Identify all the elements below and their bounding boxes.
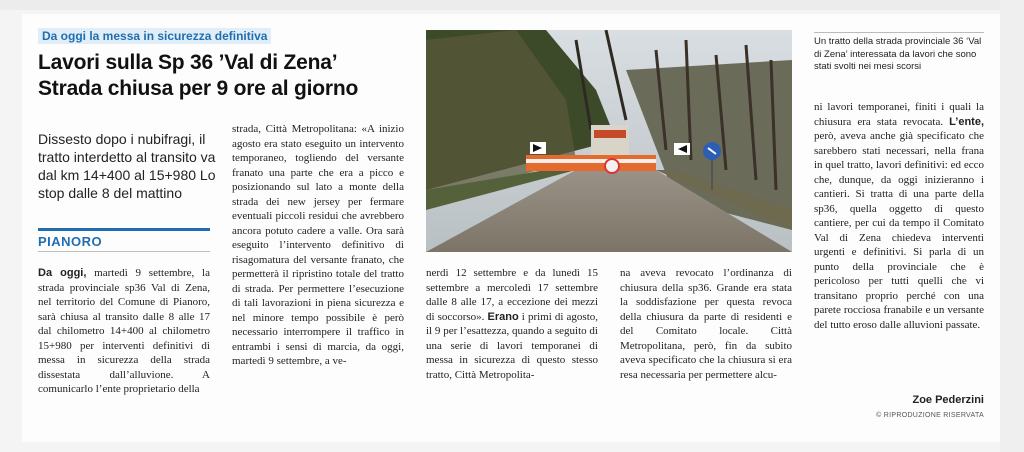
headline-line-1: Lavori sulla Sp 36 ’Val di Zena’ bbox=[38, 51, 338, 74]
headline bbox=[38, 50, 418, 102]
body-text: i primi di agosto, il 9 per l’esattezza, quando a seguito di una serie di lavori temporanei di messa in sicurezza di questo stesso tratto, Città Metropolita- bbox=[426, 310, 599, 381]
article-column-4 bbox=[620, 266, 792, 382]
road-photo bbox=[426, 30, 792, 252]
section-label: PIANORO bbox=[38, 228, 210, 249]
kicker: Da oggi la messa in sicurezza definitiva bbox=[38, 28, 271, 44]
body-text: ni lavori temporanei, finiti i quali la chiusura era stata revocata. bbox=[814, 101, 984, 128]
caption-divider bbox=[814, 32, 984, 33]
subheadline: Dissesto dopo i nubifragi, il tratto interdetto al transito va dal km 14+400 al 15+980 Lo stop dalle 8 del mattino bbox=[38, 131, 216, 201]
top-bar bbox=[0, 0, 1002, 10]
body-text: nerdì 12 settembre e da lunedì 15 settembre a mercoledì 17 settembre dalle 8 alle 17, a eccezione dei mezzi di soccorso». bbox=[426, 267, 598, 323]
copyright-notice: © RIPRODUZIONE RISERVATA bbox=[876, 412, 984, 419]
lead-in: Da oggi, bbox=[38, 267, 87, 279]
author-byline: Zoe Pederzini bbox=[912, 394, 984, 406]
newspaper-page bbox=[22, 14, 1000, 442]
body-text: martedì 9 settembre, la strada provinciale sp36 Val di Zena, nel territorio del Comune di Pianoro, sarà chiusa al transito dalle 8 alle 17 dal chilometro 14+400 al chilometro 15+980 per interventi definitivi di messa in sicurezza della strada dissestata dall’alluvione. A comunicarlo l’ente proprietario della bbox=[38, 267, 211, 395]
lead-in: L’ente, bbox=[949, 115, 984, 128]
article-column-2 bbox=[232, 122, 404, 369]
body-text: però, aveva anche già specificato che sarebbero stati necessari, nella frana in quel tratto, lavori definitivi: ed ecco che, dunque, da oggi inizieranno i cantieri. Si tratta di una parte della sp36, quella oggetto di questo cantiere, per cui da tempo il Comitato Val di Zena chiedeva interventi urgenti e definitivi. Si parla di un punto della provinciale che è pericoloso per tutti quelli che vi transitano proprio perché con una parete rocciosa franabile e un versante del tutto eroso dalle alluvioni passate. bbox=[814, 130, 984, 331]
headline-line-2: Strada chiusa per 9 ore al giorno bbox=[38, 77, 359, 100]
article-column-3 bbox=[426, 266, 598, 382]
article-column-5 bbox=[814, 100, 984, 332]
photo-caption: Un tratto della strada provinciale 36 ‘Val di Zena’ interessata da lavori che sono stati svolti nei mesi scorsi bbox=[814, 36, 982, 72]
article-column-1 bbox=[38, 266, 210, 397]
lead-in: Erano bbox=[487, 310, 519, 323]
road-photo-image bbox=[426, 30, 792, 252]
body-text: na aveva revocato l’ordinanza di chiusura della sp36. Grande era stata la soddisfazione per questa revoca della chiusura da parte di residenti e del Comitato locale. Città Metropolitana, però, fin da subito aveva specificato che la chiusura si era resa necessaria per permettere alcu- bbox=[620, 267, 792, 381]
page-edge bbox=[1000, 0, 1024, 452]
section-divider bbox=[38, 251, 210, 252]
body-text: strada, Città Metropolitana: «A inizio agosto era stato eseguito un intervento temporaneo, togliendo del versante franato una parte che era a picco e posizionando sul lato a monte della strada dei new jersey per fermare eventuali piccoli residui che avrebbero ancora potuto cadere a valle. Ora sarà eseguito l’intervento definitivo di risagomatura del versante franato, che permetterà il ripristino totale del tratto di strada. Per permettere l’esecuzione di tali lavorazioni in piena sicurezza e nel minore tempo possibile è però necessario interrompere il traffico in entrambi i sensi di marcia, da oggi, martedì 9 settembre, a ve- bbox=[232, 123, 404, 367]
